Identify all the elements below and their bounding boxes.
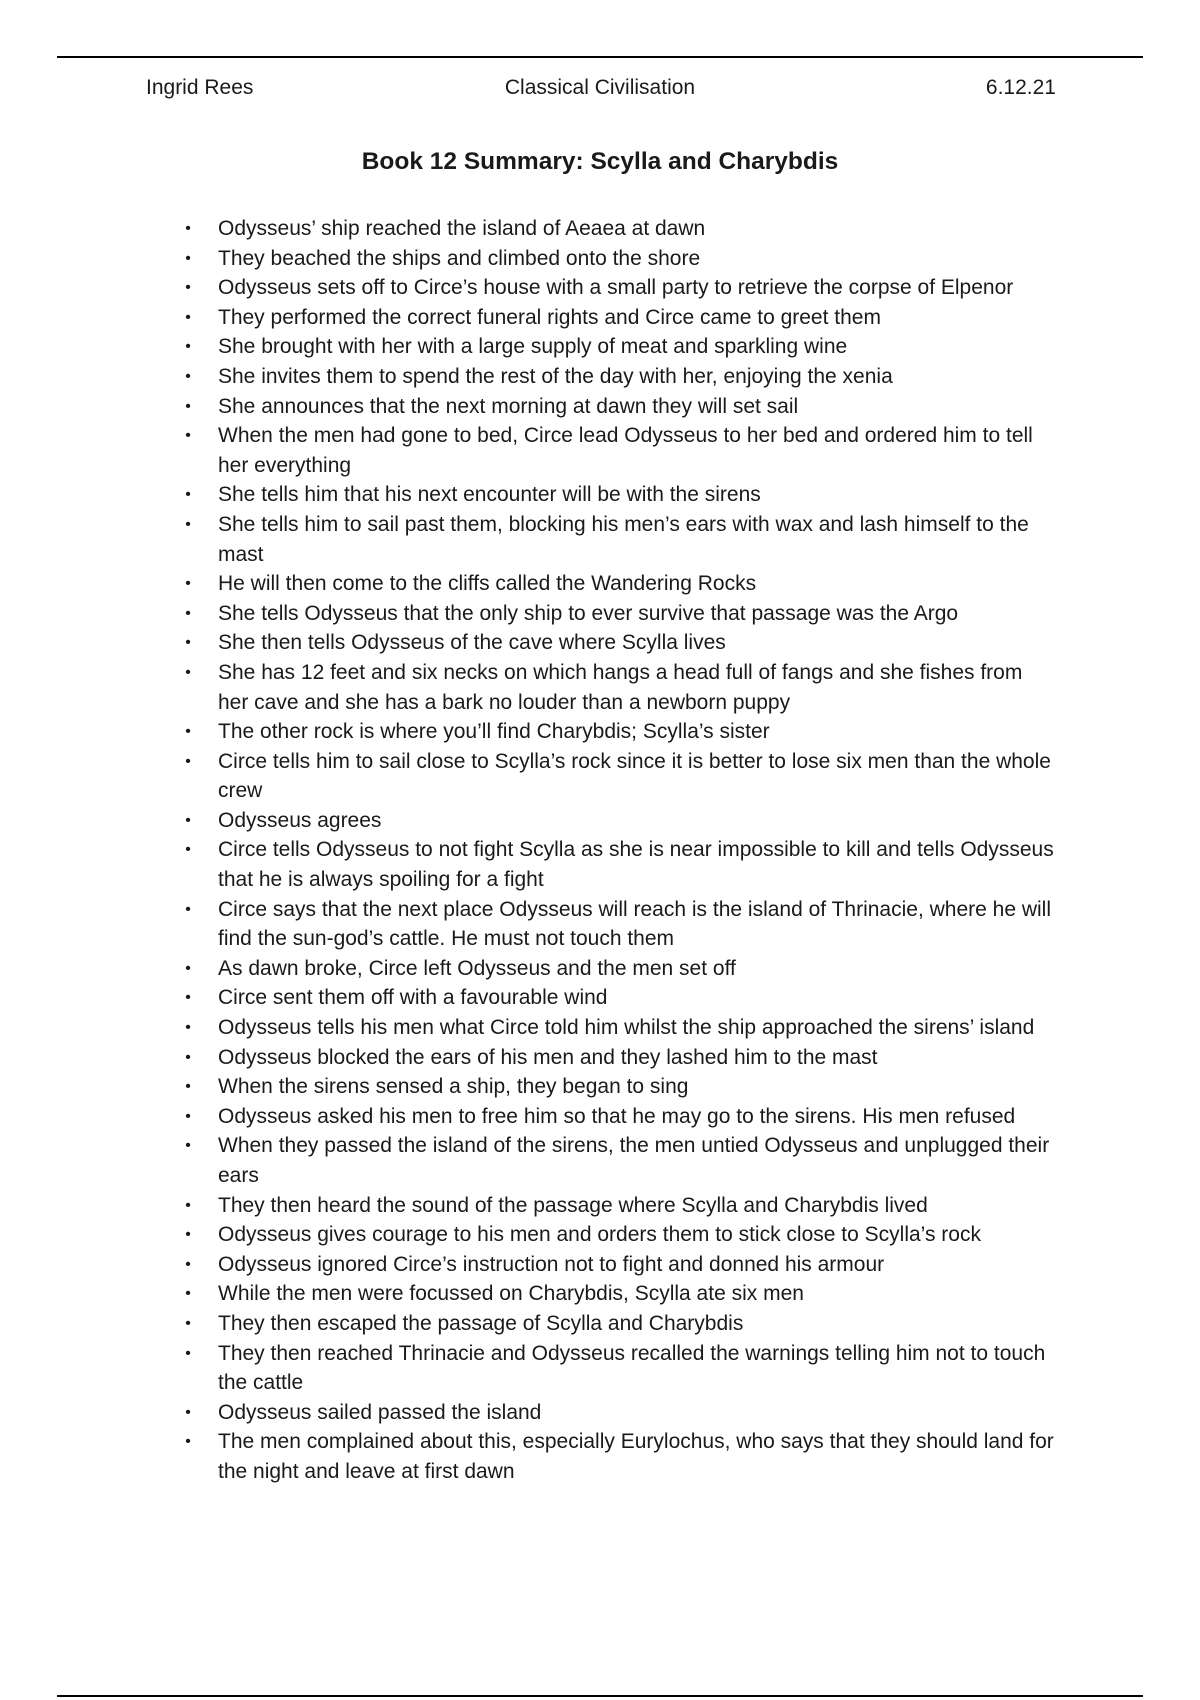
list-item-text: Circe says that the next place Odysseus will reach is the island of Thrinacie, where he will find the sun-god’s cattle. He must not touch them [218,897,1051,951]
list-item-text: Circe sent them off with a favourable wind [218,986,608,1010]
list-item-text: Odysseus blocked the ears of his men and they lashed him to the mast [218,1045,878,1069]
summary-list [185,214,1058,1487]
list-item-text: She invites them to spend the rest of the day with her, enjoying the xenia [218,364,893,388]
bullet-icon: • [185,308,191,326]
list-item-text: Odysseus sets off to Circe’s house with a small party to retrieve the corpse of Elpenor [218,276,1014,300]
list-item [185,1220,1058,1250]
list-item [185,1250,1058,1280]
list-item-text: When the men had gone to bed, Circe lead Odysseus to her bed and ordered him to tell her everything [218,424,1033,477]
bullet-icon: • [185,397,191,415]
bullet-icon: • [185,1255,191,1273]
list-item-text: Odysseus ignored Circe’s instruction not to fight and donned his armour [218,1252,885,1276]
bullet-icon: • [185,220,191,237]
bullet-icon: • [185,1048,191,1066]
list-item-text: She brought with her with a large supply of meat and sparkling wine [218,335,848,359]
list-item-text: They then escaped the passage of Scylla and Charybdis [218,1311,744,1335]
bullet-icon: • [185,486,191,504]
page-header [0,74,1200,102]
list-item [185,332,1058,362]
bullet-icon: • [185,1078,191,1096]
bullet-icon: • [185,427,191,445]
list-item-text: Odysseus sailed passed the island [218,1400,542,1424]
list-item [185,1013,1058,1043]
bullet-icon: • [185,575,191,593]
list-item-text: She then tells Odysseus of the cave where Scylla lives [218,631,726,655]
list-item [185,1279,1058,1309]
list-item [185,747,1058,806]
bullet-icon: • [185,515,191,533]
bullet-icon: • [185,723,191,741]
list-item [185,1131,1058,1190]
list-item-text: Circe tells Odysseus to not fight Scylla as she is near impossible to kill and tells Odysseus that he is always spoiling for a fight [218,838,1054,892]
list-item-text: She tells Odysseus that the only ship to ever survive that passage was the Argo [218,601,959,625]
bullet-icon: • [185,1019,191,1037]
list-item [185,1427,1058,1486]
list-item [185,658,1058,717]
list-item [185,1398,1058,1428]
list-item-text: Odysseus agrees [218,808,382,832]
page-title: Book 12 Summary: Scylla and Charybdis [361,148,839,175]
list-item [185,983,1058,1013]
list-item [185,1309,1058,1339]
list-item-text: They beached the ships and climbed onto the shore [218,246,701,270]
footer-rule [57,1695,1143,1697]
list-item [185,421,1058,480]
list-item [185,303,1058,333]
list-item [185,1339,1058,1398]
list-item [185,244,1058,274]
bullet-icon: • [185,1196,191,1214]
list-item-text: She announces that the next morning at dawn they will set sail [218,394,799,418]
bullet-icon: • [185,989,191,1007]
bullet-icon: • [185,1107,191,1125]
list-item-text: While the men were focussed on Charybdis, Scylla ate six men [218,1282,804,1306]
author-name: Ingrid Rees [146,76,254,99]
list-item [185,510,1058,569]
list-item [185,1043,1058,1073]
bullet-icon: • [185,634,191,652]
list-item [185,954,1058,984]
list-item-text: They performed the correct funeral rights and Circe came to greet them [218,305,881,329]
list-item [185,214,1058,244]
bullet-icon: • [185,1403,191,1421]
bullet-icon: • [185,367,191,385]
bullet-icon: • [185,1314,191,1332]
list-item [185,569,1058,599]
subject-name: Classical Civilisation [504,76,696,99]
bullet-icon: • [185,338,191,356]
list-item [185,1102,1058,1132]
list-item-text: Odysseus gives courage to his men and orders them to stick close to Scylla’s rock [218,1223,981,1247]
bullet-icon: • [185,663,191,681]
list-item-text: She has 12 feet and six necks on which hangs a head full of fangs and she fishes from her cave and she has a bark no louder than a newborn puppy [218,660,1023,714]
list-item-text: He will then come to the cliffs called the Wandering Rocks [218,572,757,596]
bullet-icon: • [185,900,191,918]
list-item [185,806,1058,836]
bullet-icon: • [185,959,191,977]
list-item [185,480,1058,510]
list-item-text: Circe tells him to sail close to Scylla’s rock since it is better to lose six men than the whole crew [218,749,1051,803]
list-item-text: As dawn broke, Circe left Odysseus and the men set off [218,956,736,980]
bullet-icon: • [185,1433,191,1451]
header-rule [57,56,1143,58]
list-item-text: She tells him to sail past them, blocking his men’s ears with wax and lash himself to the mast [218,512,1029,566]
list-item-text: When they passed the island of the sirens, the men untied Odysseus and unplugged their ears [218,1134,1050,1187]
list-item-text: They then heard the sound of the passage where Scylla and Charybdis lived [218,1193,928,1217]
list-item [185,835,1058,894]
list-item-text: They then reached Thrinacie and Odysseus recalled the warnings telling him not to touch the cattle [218,1341,1046,1395]
list-item [185,392,1058,422]
bullet-icon: • [185,1226,191,1244]
list-item [185,1191,1058,1221]
list-item-text: When the sirens sensed a ship, they began to sing [218,1075,689,1099]
bullet-icon: • [185,249,191,267]
list-item-text: Odysseus asked his men to free him so that he may go to the sirens. His men refused [218,1104,1016,1128]
list-item [185,628,1058,658]
bullet-icon: • [185,604,191,622]
document-date: 6.12.21 [985,76,1056,99]
list-item-text: Odysseus tells his men what Circe told him whilst the ship approached the sirens’ island [218,1016,1035,1040]
list-item-text: She tells him that his next encounter will be with the sirens [218,483,761,507]
list-item-text: The men complained about this, especially Eurylochus, who says that they should land for the night and leave at first dawn [218,1430,1054,1483]
list-item [185,717,1058,747]
bullet-icon: • [185,1137,191,1155]
list-item [185,273,1058,303]
bullet-icon: • [185,811,191,829]
list-item [185,599,1058,629]
bullet-icon: • [185,279,191,297]
bullet-icon: • [185,1344,191,1362]
list-item-text: The other rock is where you’ll find Charybdis; Scylla’s sister [218,720,770,744]
list-item [185,1072,1058,1102]
bullet-icon: • [185,752,191,770]
list-item [185,895,1058,954]
list-item [185,362,1058,392]
bullet-icon: • [185,841,191,859]
bullet-icon: • [185,1285,191,1303]
list-item-text: Odysseus’ ship reached the island of Aeaea at dawn [218,217,706,240]
